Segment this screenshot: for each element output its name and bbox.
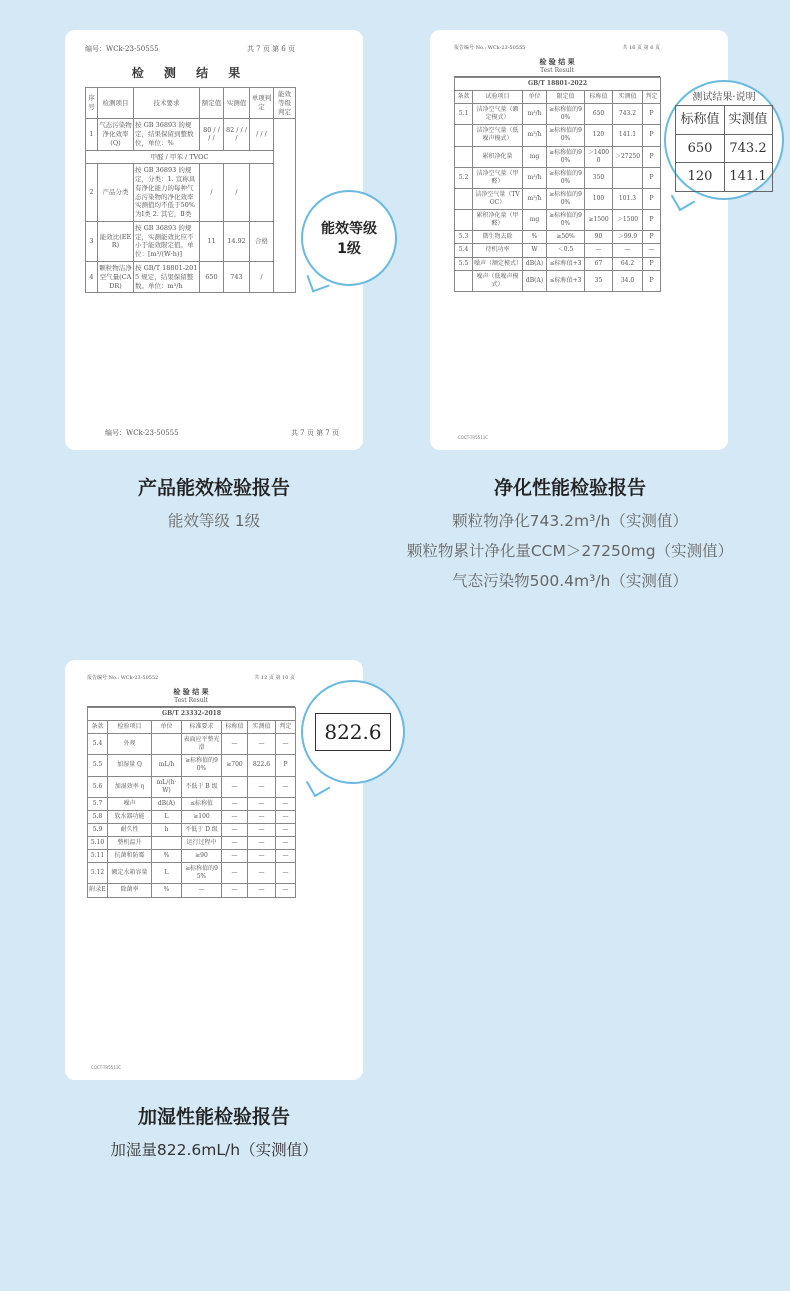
table-cell: ＜0.5 <box>547 244 585 257</box>
result-table <box>454 77 661 292</box>
table-cell: 软水器功能 <box>108 810 152 823</box>
table-cell: — <box>276 837 296 850</box>
table-cell: 微生物去除 <box>473 231 523 244</box>
table-cell: ≥标称值的90% <box>547 146 585 167</box>
report-title: 检 测 结 果 <box>131 66 249 80</box>
table-cell: — <box>276 776 296 797</box>
table-cell: 5.5 <box>455 257 473 270</box>
result-table <box>87 707 296 898</box>
footer-page: 共 7 页 第 7 页 <box>290 429 339 437</box>
table-cell: — <box>248 884 276 897</box>
column-header: 能效等级判定 <box>274 88 296 119</box>
table-row <box>88 837 296 850</box>
table-row <box>86 119 296 150</box>
table-row <box>88 734 296 755</box>
column-header: 条款 <box>455 91 473 104</box>
judgement: / / / <box>250 119 274 150</box>
table-cell: 洁净空气量（低噪声模式） <box>473 125 523 146</box>
humidification-report-document <box>87 674 295 898</box>
column-header: 技术要求 <box>134 88 200 119</box>
table-row <box>455 104 661 125</box>
table-cell: mg <box>523 146 547 167</box>
table-cell: — <box>222 797 248 810</box>
caption-title: 加湿性能检验报告 <box>137 1106 290 1128</box>
column-header: 检测项目 <box>98 88 134 119</box>
table-cell: ≥标称值的90% <box>182 755 222 776</box>
table-row <box>88 850 296 863</box>
table-cell: dB(A) <box>523 270 547 291</box>
table-cell: 洁净空气量（甲醛） <box>473 167 523 188</box>
table-row <box>88 797 296 810</box>
table-cell: 洁净空气量（额定模式） <box>473 104 523 125</box>
table-cell: 5.4 <box>455 244 473 257</box>
humidification-caption <box>65 1102 363 1165</box>
table-cell: 34.0 <box>613 270 643 291</box>
table-cell: P <box>643 125 661 146</box>
table-cell <box>455 210 473 231</box>
bubble-line2: 1级 <box>337 241 361 257</box>
column-header: 标称值 <box>222 721 248 734</box>
column-header: 额定值 <box>200 88 224 119</box>
table-cell: m³/h <box>523 104 547 125</box>
table-cell: — <box>222 810 248 823</box>
row-number: 1 <box>86 119 98 150</box>
magnified-value: 822.6 <box>315 713 390 751</box>
table-row <box>455 270 661 291</box>
table-cell: 350 <box>585 167 613 188</box>
measured-value: 743.2 <box>724 134 772 163</box>
table-cell: — <box>248 863 276 884</box>
table-cell: P <box>643 146 661 167</box>
table-cell: 不低于 D 级 <box>182 823 222 836</box>
table-cell: 加湿效率 η <box>108 776 152 797</box>
test-item: 气态污染物净化效率(Q) <box>98 119 134 150</box>
table-cell: — <box>182 884 222 897</box>
table-cell: P <box>643 188 661 209</box>
table-cell: 抗菌和防霉 <box>108 850 152 863</box>
table-cell <box>152 837 182 850</box>
table-cell: % <box>152 850 182 863</box>
table-cell: 5.9 <box>88 823 108 836</box>
table-cell: 运行过程中 <box>182 837 222 850</box>
table-cell: P <box>643 231 661 244</box>
table-cell: 噪声（低噪声模式） <box>473 270 523 291</box>
measured-value: 141.1 <box>724 163 772 192</box>
col-measured: 实测值 <box>724 106 772 135</box>
table-cell <box>455 188 473 209</box>
table-cell: 加湿量 Q <box>108 755 152 776</box>
table-cell: ≥90 <box>182 850 222 863</box>
humidification-report-card <box>65 660 382 1080</box>
table-cell: 5.7 <box>88 797 108 810</box>
bubble-line1: 能效等级 <box>321 221 377 237</box>
table-cell: — <box>222 850 248 863</box>
table-cell: ≥标称值的90% <box>547 104 585 125</box>
table-cell: — <box>222 823 248 836</box>
column-header: 序号 <box>86 88 98 119</box>
table-cell: — <box>248 776 276 797</box>
energy-report-card <box>65 30 377 450</box>
table-cell: 洁净空气量（TVOC） <box>473 188 523 209</box>
column-header: 单位 <box>152 721 182 734</box>
report-code: 报告编号 No.: WCk-23-50552 <box>87 675 159 681</box>
table-cell: — <box>248 797 276 810</box>
table-cell: 待机功率 <box>473 244 523 257</box>
column-header: 试验项目 <box>473 91 523 104</box>
table-cell <box>455 270 473 291</box>
table-row <box>455 125 661 146</box>
column-header: 条款 <box>88 721 108 734</box>
table-cell: — <box>222 863 248 884</box>
page-number: 共 16 页 第 6 页 <box>622 45 660 51</box>
table-cell: 5.5 <box>88 755 108 776</box>
page-number: 共 12 页 第 10 页 <box>254 675 295 681</box>
table-cell: ≥标称值的90% <box>547 210 585 231</box>
result-table <box>85 87 296 293</box>
table-cell: L <box>152 863 182 884</box>
table-row <box>86 221 296 261</box>
table-cell <box>455 146 473 167</box>
table-row <box>455 257 661 270</box>
column-header: 判定 <box>276 721 296 734</box>
table-cell: 5.12 <box>88 863 108 884</box>
table-cell: L <box>152 810 182 823</box>
table-cell: — <box>248 837 276 850</box>
magnifier-header: 测试结果·说明 <box>692 92 756 104</box>
table-cell: 不低于 B 级 <box>182 776 222 797</box>
table-cell: P <box>643 257 661 270</box>
table-row <box>455 146 661 167</box>
report-code: 编号：WCk-23-50555 <box>85 45 159 53</box>
measured-value: 82 / / / / <box>224 119 250 150</box>
table-cell: 累积净化量（甲醛） <box>473 210 523 231</box>
energy-caption <box>65 473 363 536</box>
table-cell: — <box>276 884 296 897</box>
col-nominal: 标称值 <box>676 106 724 135</box>
measured-value: 14.92 <box>224 221 250 261</box>
table-cell: P <box>643 167 661 188</box>
table-cell: 120 <box>585 125 613 146</box>
table-cell: 整机温升 <box>108 837 152 850</box>
table-cell <box>455 125 473 146</box>
table-cell: 5.1 <box>455 104 473 125</box>
requirement: 按 GB 36893 的规定，分类：1. 宣称具有净化能力的每种气态污染物的净化效率实测值均不低于50%为Ⅰ类 2. 其它，Ⅱ类 <box>134 164 200 222</box>
table-cell: ≥标称值的90% <box>547 125 585 146</box>
requirement: 按 GB 36893 的规定，结果保留到整数位，单位：% <box>134 119 200 150</box>
table-cell: 141.1 <box>613 125 643 146</box>
report-title: 检 验 结 果 <box>539 57 575 66</box>
caption-line: 颗粒物累计净化量CCM＞27250mg（实测值） <box>406 542 734 560</box>
table-cell: mL/h <box>152 755 182 776</box>
table-cell: ＞1500 <box>613 210 643 231</box>
table-row <box>88 776 296 797</box>
table-cell: h <box>152 823 182 836</box>
table-cell: W <box>523 244 547 257</box>
caption-title: 净化性能检验报告 <box>493 477 646 499</box>
test-item: 产品分类 <box>98 164 134 222</box>
purification-report-document <box>454 44 660 292</box>
requirement: 按 GB/T 18801-2015 规定，结果保留整数。单位：m³/h <box>134 262 200 293</box>
table-row <box>455 210 661 231</box>
column-header: 检验项目 <box>108 721 152 734</box>
table-cell: ＞99.9 <box>613 231 643 244</box>
magnifier <box>301 680 405 784</box>
table-cell: P <box>276 755 296 776</box>
table-cell: % <box>152 884 182 897</box>
table-cell: — <box>248 850 276 863</box>
column-header: 判定 <box>643 91 661 104</box>
column-header: 实测值 <box>224 88 250 119</box>
table-cell: 5.10 <box>88 837 108 850</box>
table-cell: — <box>643 244 661 257</box>
test-item: 能效比(EER) <box>98 221 134 261</box>
table-row <box>86 262 296 293</box>
report-title: 检 验 结 果 <box>173 687 209 696</box>
table-row <box>88 863 296 884</box>
table-cell: ≥50% <box>547 231 585 244</box>
footer-code: COCT-TR5511C <box>91 1065 122 1070</box>
table-cell: ≥1500 <box>585 210 613 231</box>
table-row <box>455 231 661 244</box>
table-cell: 5.2 <box>455 167 473 188</box>
table-cell: 67 <box>585 257 613 270</box>
table-cell: 耐久性 <box>108 823 152 836</box>
column-header: 实测值 <box>248 721 276 734</box>
table-cell: — <box>222 884 248 897</box>
table-row <box>455 244 661 257</box>
judgement <box>250 164 274 222</box>
table-cell: — <box>276 810 296 823</box>
judgement: / <box>250 262 274 293</box>
column-header: 标称值 <box>585 91 613 104</box>
row-number: 3 <box>86 221 98 261</box>
table-cell: 5.8 <box>88 810 108 823</box>
table-cell: 附录E <box>88 884 108 897</box>
table-cell: dB(A) <box>152 797 182 810</box>
table-cell: P <box>643 270 661 291</box>
table-cell: 5.3 <box>455 231 473 244</box>
table-cell: — <box>276 850 296 863</box>
table-cell: 650 <box>585 104 613 125</box>
table-cell: — <box>276 823 296 836</box>
table-cell: mL/(h·W) <box>152 776 182 797</box>
table-cell: 额定水箱容量 <box>108 863 152 884</box>
rated-value: 11 <box>200 221 224 261</box>
table-cell: — <box>276 863 296 884</box>
test-item: 颗粒物洁净空气量(CADR) <box>98 262 134 293</box>
table-row <box>88 884 296 897</box>
table-cell: 5.4 <box>88 734 108 755</box>
column-header: 实测值 <box>613 91 643 104</box>
rated-value: 650 <box>200 262 224 293</box>
nominal-value: 650 <box>676 134 724 163</box>
table-cell: P <box>643 104 661 125</box>
row-number: 4 <box>86 262 98 293</box>
measured-value: 743 <box>224 262 250 293</box>
report-code: 报告编号 No.: WCk-23-50555 <box>454 45 526 51</box>
table-cell: ≥100 <box>182 810 222 823</box>
table-cell: ≤标称值 <box>182 797 222 810</box>
table-cell: 表面应平整光滑 <box>182 734 222 755</box>
energy-report-document <box>85 44 295 293</box>
caption-line: 加湿量822.6mL/h（实测值） <box>110 1141 318 1159</box>
table-cell: — <box>276 734 296 755</box>
sub-row <box>86 150 296 164</box>
table-cell: 5.11 <box>88 850 108 863</box>
grade-cell <box>274 119 296 293</box>
table-cell: — <box>222 734 248 755</box>
table-cell: 743.2 <box>613 104 643 125</box>
table-cell: P <box>643 210 661 231</box>
table-cell: — <box>222 837 248 850</box>
table-cell: — <box>276 797 296 810</box>
standard: GB/T 18801-2022 <box>455 78 661 91</box>
rated-value: / <box>200 164 224 222</box>
table-cell: 累积净化量 <box>473 146 523 167</box>
rated-value: 80 / / / / <box>200 119 224 150</box>
report-subtitle: Test Result <box>454 67 660 77</box>
table-cell: 外观 <box>108 734 152 755</box>
table-cell: 100 <box>585 188 613 209</box>
caption-line: 颗粒物净化743.2m³/h（实测值） <box>452 512 688 530</box>
table-cell: ＞27250 <box>613 146 643 167</box>
table-cell: m³/h <box>523 188 547 209</box>
purification-report-card <box>430 30 768 450</box>
table-cell: ≥标称值的95% <box>182 863 222 884</box>
table-cell: ＞14000 <box>585 146 613 167</box>
table-cell: 822.6 <box>248 755 276 776</box>
magnifier <box>664 80 784 200</box>
measured-value: / <box>224 164 250 222</box>
table-cell: ≥标称值的90% <box>547 167 585 188</box>
table-cell: 噪声（额定模式） <box>473 257 523 270</box>
nominal-value: 120 <box>676 163 724 192</box>
caption-title: 产品能效检验报告 <box>137 477 290 499</box>
energy-grade-bubble <box>301 190 397 286</box>
table-cell: — <box>248 823 276 836</box>
table-row <box>86 164 296 222</box>
table-cell: ≥标称值的90% <box>547 188 585 209</box>
table-row <box>455 188 661 209</box>
column-header: 限定值 <box>547 91 585 104</box>
column-header: 单位 <box>523 91 547 104</box>
table-cell: 35 <box>585 270 613 291</box>
requirement: 按 GB 36893 的规定，实测能效比应不小于能效限定值。单位：[m³/(W·h)] <box>134 221 200 261</box>
table-cell <box>152 734 182 755</box>
table-cell: — <box>248 810 276 823</box>
report-subtitle: Test Result <box>87 697 295 707</box>
row-number: 2 <box>86 164 98 222</box>
table-cell: ≥700 <box>222 755 248 776</box>
purification-caption <box>350 473 790 596</box>
table-cell: m³/h <box>523 125 547 146</box>
table-cell: % <box>523 231 547 244</box>
table-cell: — <box>585 244 613 257</box>
footer-code: COCT-TR5511C <box>458 435 489 440</box>
table-cell: m³/h <box>523 167 547 188</box>
table-row <box>88 823 296 836</box>
table-cell: 90 <box>585 231 613 244</box>
table-cell: 除菌率 <box>108 884 152 897</box>
table-cell: 101.3 <box>613 188 643 209</box>
table-cell: — <box>222 776 248 797</box>
caption-line: 气态污染物500.4m³/h（实测值） <box>452 572 688 590</box>
table-cell: 64.2 <box>613 257 643 270</box>
page-number: 共 7 页 第 6 页 <box>246 45 295 53</box>
table-row <box>88 810 296 823</box>
column-header: 单项判定 <box>250 88 274 119</box>
table-cell: — <box>248 734 276 755</box>
table-cell <box>613 167 643 188</box>
table-cell: 5.6 <box>88 776 108 797</box>
table-cell: ≤标称值+3 <box>547 257 585 270</box>
judgement: 合格 <box>250 221 274 261</box>
table-row <box>455 167 661 188</box>
table-cell: 噪声 <box>108 797 152 810</box>
table-cell: — <box>613 244 643 257</box>
sub-items: 甲醛 / 甲苯 / TVOC <box>86 150 274 164</box>
table-cell: dB(A) <box>523 257 547 270</box>
footer-code: 编号：WCk-23-50555 <box>105 429 179 437</box>
table-row <box>88 755 296 776</box>
standard: GB/T 23332-2018 <box>88 708 296 721</box>
table-cell: mg <box>523 210 547 231</box>
caption-line: 能效等级 1级 <box>167 512 261 530</box>
table-cell: ≤标称值+3 <box>547 270 585 291</box>
column-header: 标准要求 <box>182 721 222 734</box>
